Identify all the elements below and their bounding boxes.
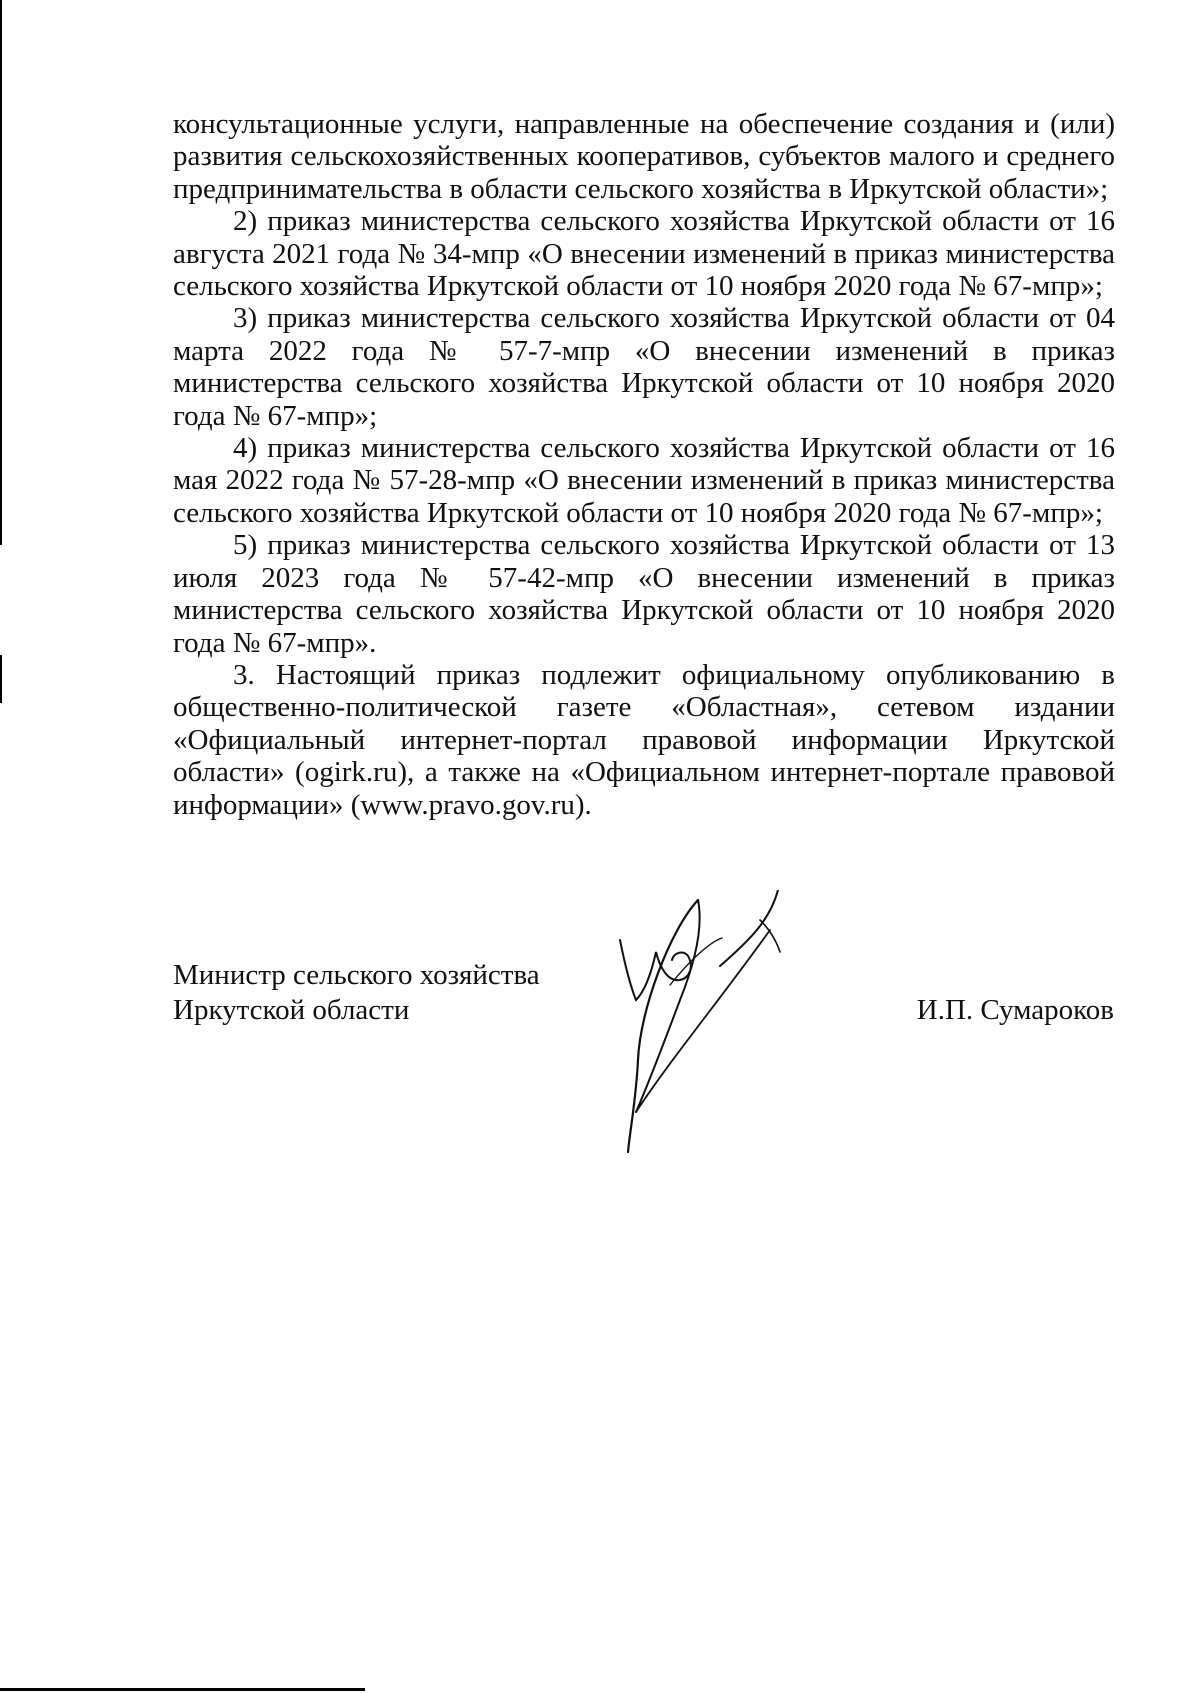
paragraph-item-2: 2) приказ министерства сельского хозяйства Иркутской области от 16 августа 2021 года № 34-мпр «О внесении изменений в приказ министерства сельского хозяйства Иркутской области от 10 ноября 2020 года № 67-мпр»;: [173, 205, 1115, 303]
paragraph-continuation: консультационные услуги, направленные на обеспечение создания и (или) развития сельскохозяйственных кооперативов, субъектов малого и среднего предпринимательства в области сельского хозяйства в Иркутской области»;: [173, 108, 1115, 205]
paragraph-publication: 3. Настоящий приказ подлежит официальному опубликованию в общественно-политической газете «Областная», сетевом издании «Официальный интернет-портал правовой информации Иркутской области» (ogirk.ru), а также на «Официальном интернет-портале правовой информации» (www.pravo.gov.ru).: [173, 658, 1115, 821]
signatory-name: И.П. Сумароков: [916, 994, 1114, 1026]
paragraph-item-3: 3) приказ министерства сельского хозяйства Иркутской области от 04 марта 2022 года № 57-7-мпр «О внесении изменений в приказ министерства сельского хозяйства Иркутской области от 10 ноября 2020 года № 67-мпр»;: [173, 302, 1115, 432]
handwritten-signature: [610, 890, 850, 1160]
document-body: [173, 108, 1115, 821]
paragraph-item-4: 4) приказ министерства сельского хозяйства Иркутской области от 16 мая 2022 года № 57-28-мпр «О внесении изменений в приказ министерства сельского хозяйства Иркутской области от 10 ноября 2020 года № 67-мпр»;: [173, 432, 1115, 529]
paragraph-item-5: 5) приказ министерства сельского хозяйства Иркутской области от 13 июля 2023 года № 57-42-мпр «О внесении изменений в приказ министерства сельского хозяйства Иркутской области от 10 ноября 2020 года № 67-мпр».: [173, 529, 1115, 659]
scan-edge-mark: [0, 655, 2, 703]
signatory-position: [173, 958, 540, 1028]
scan-edge-mark: [0, 1688, 365, 1691]
signatory-position-line1: Министр сельского хозяйства: [173, 959, 540, 991]
scan-edge-mark: [0, 0, 2, 545]
signatory-position-line2: Иркутской области: [173, 994, 410, 1026]
